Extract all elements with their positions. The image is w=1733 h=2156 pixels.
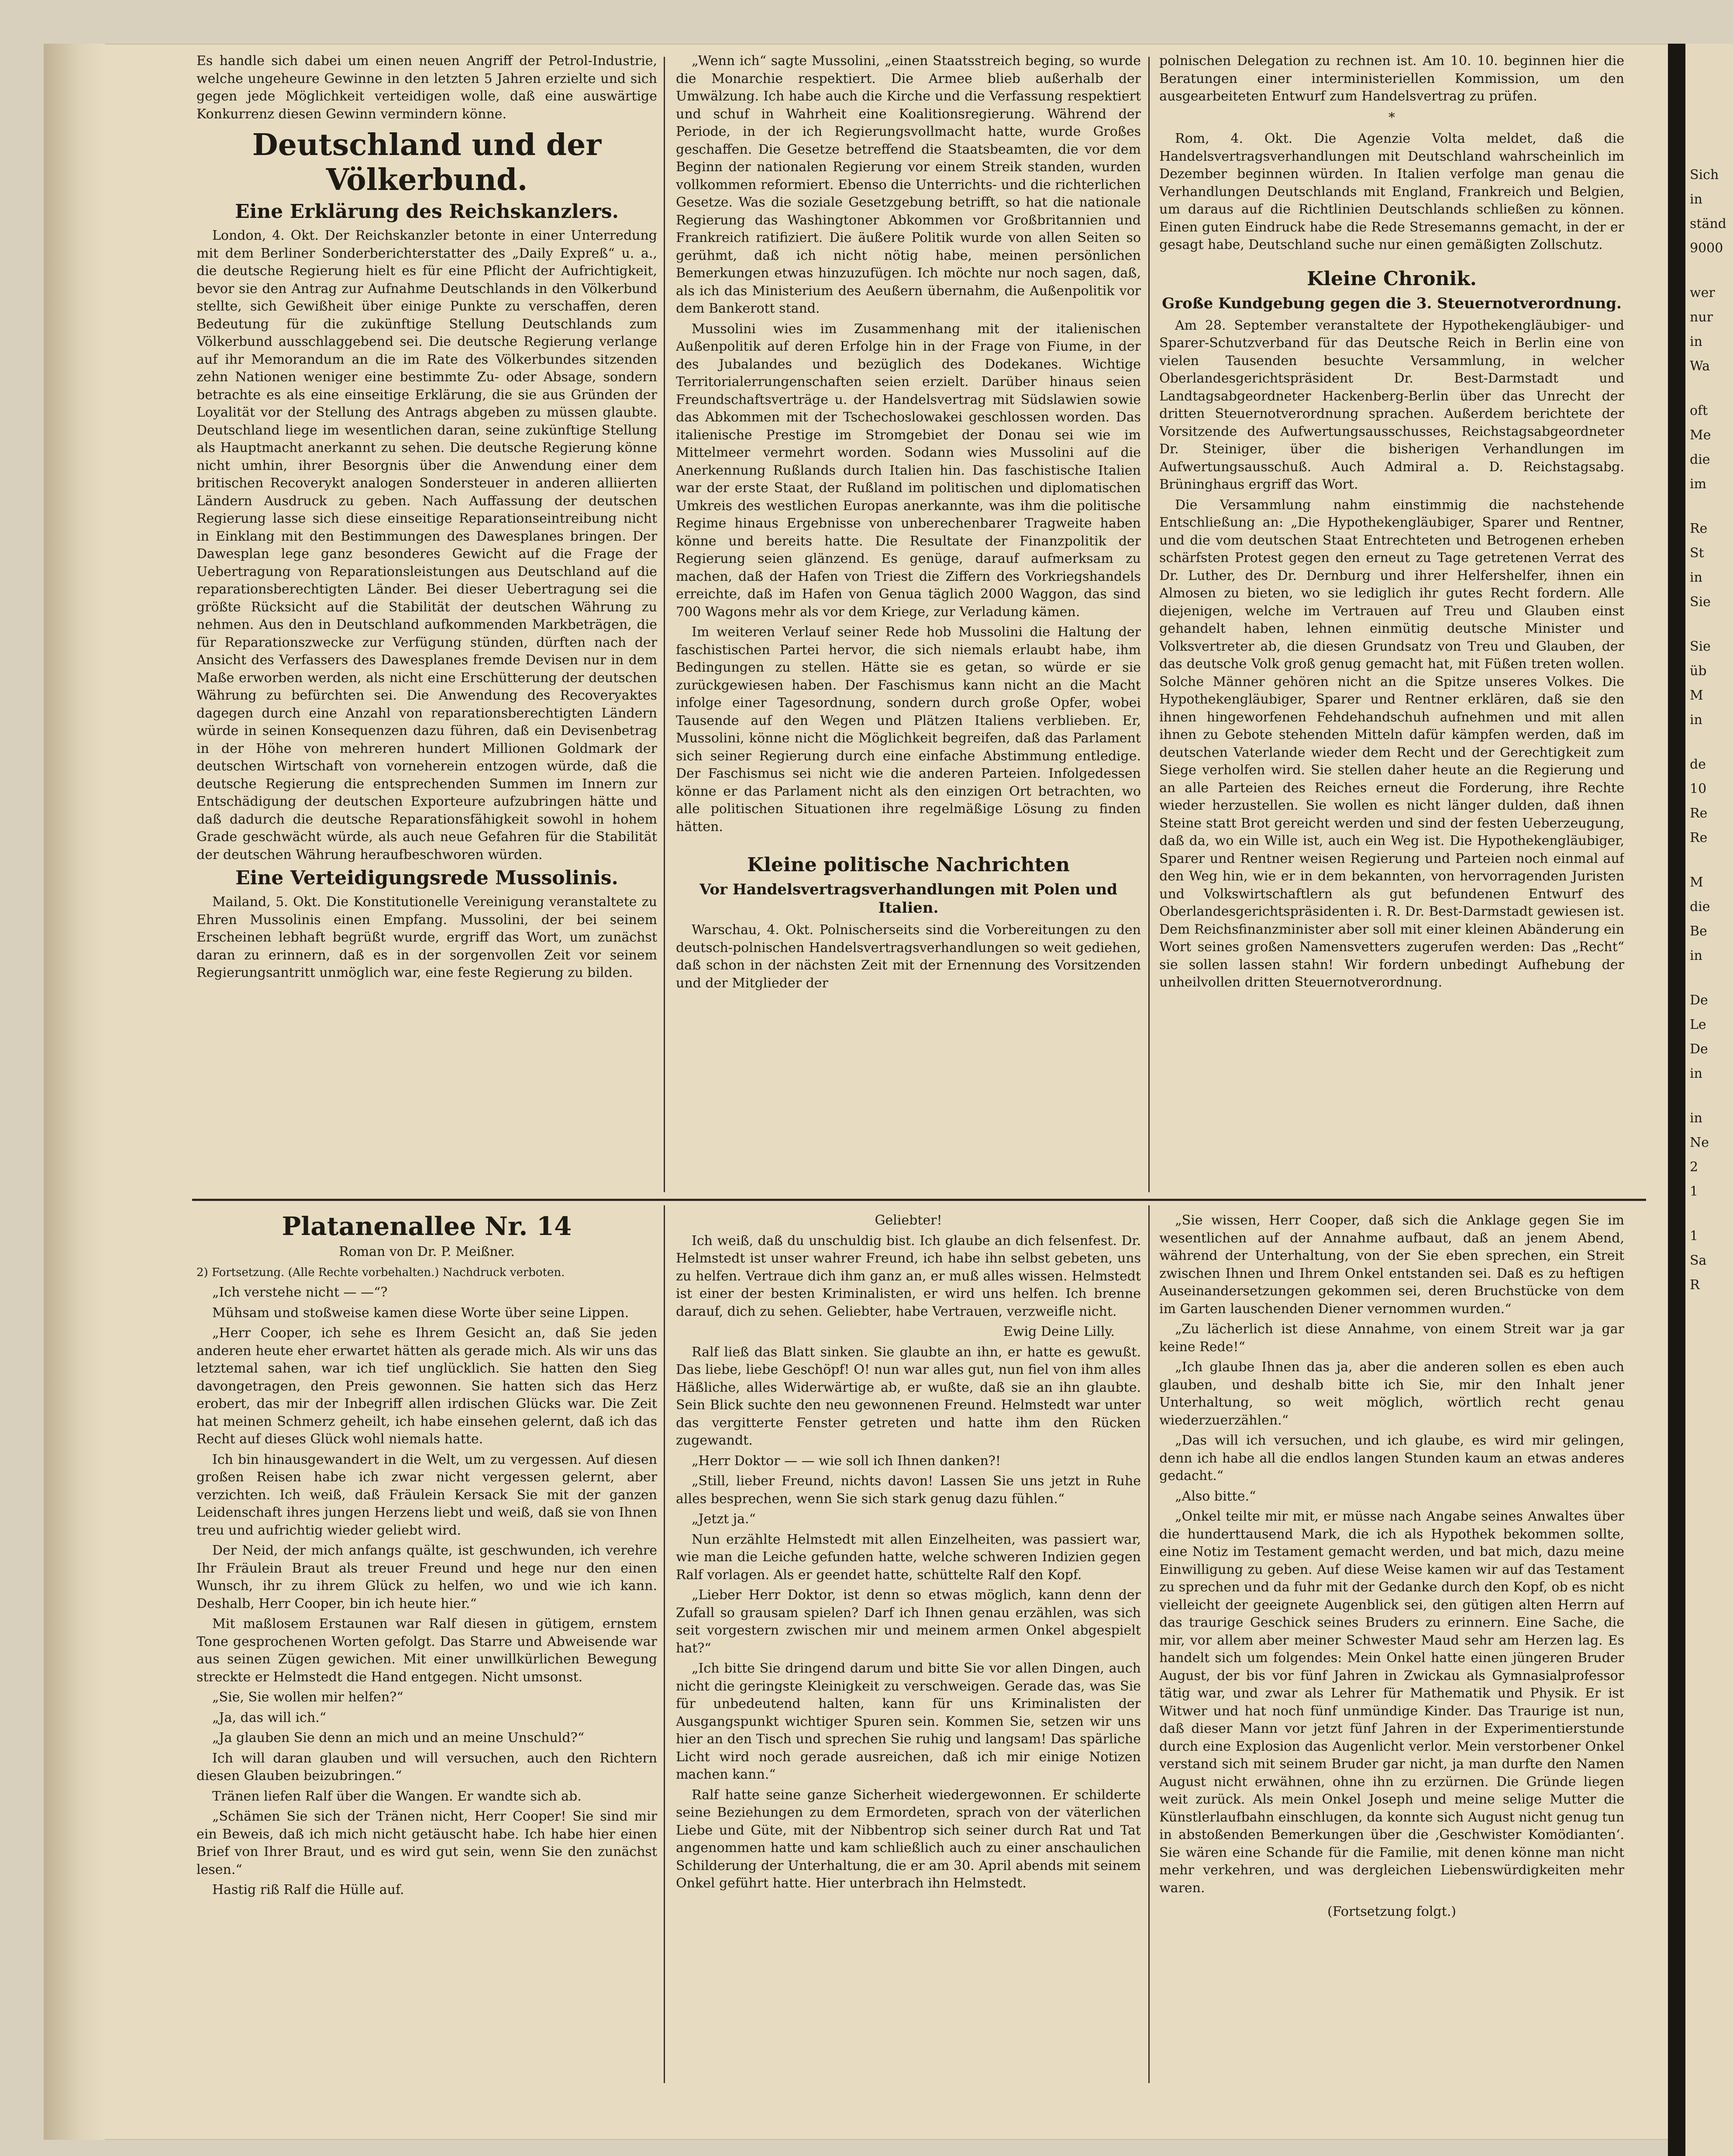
margin-fragment: M [1690, 688, 1703, 703]
serial-paragraph: „Sie wissen, Herr Cooper, daß sich die Anklage gegen Sie im wesentlichen auf der Annahme aufbaut, daß an jenem Abend, während der Unterhaltung, von der Sie eben sprechen, ein Streit zwischen Ihnen und Ihrem Onkel entstanden sei. Daß es zu heftigen Auseinandersetzungen gekommen sei, deren Bruchstücke von dem im Garten lauschenden Diener vernommen wurden.“ [1159, 1213, 1624, 1317]
column-1 [196, 52, 657, 1192]
letter-signature: Ewig Deine Lilly. [1003, 1324, 1115, 1339]
margin-fragment: in [1690, 1066, 1702, 1081]
column-rule [664, 57, 665, 1192]
serial-paragraph: „Jetzt ja.“ [692, 1511, 756, 1527]
serial-paragraph: Ich will daran glauben und will versuchen, auch den Richtern diesen Glauben beizubringen.“ [196, 1750, 657, 1783]
margin-fragment: in [1690, 192, 1702, 207]
serial-paragraph: „Ich bitte Sie dringend darum und bitte Sie vor allen Dingen, auch nicht die geringste Kleinigkeit zu verschweigen. Gerade das, was Sie für unbedeutend halten, kann für uns Kriminalisten der Ausgangspunkt wichtiger Spuren sein. Kommen Sie, setzen wir uns hier an den Tisch und sprechen Sie ruhig und langsam! Das spärliche Licht wird noch gerade ausreichen, daß ich mir einige Notizen machen kann.“ [676, 1661, 1141, 1782]
serial-paragraph: „Schämen Sie sich der Tränen nicht, Herr Cooper! Sie sind mir ein Beweis, daß ich mich nicht getäuscht habe. Ich habe hier einen Brief von Ihrer Braut, und es wird gut sein, wenn Sie den zunächst lesen.“ [196, 1809, 657, 1877]
margin-fragment: 10 [1690, 781, 1707, 797]
serial-title: Platanenallee Nr. 14 [282, 1212, 572, 1241]
margin-fragment: Re [1690, 521, 1708, 536]
serial-notice: 2) Fortsetzung. (Alle Rechte vorbehalten.) Nachdruck verboten. [196, 1266, 565, 1279]
margin-fragment: in [1690, 948, 1702, 963]
serial-column-2 [676, 1212, 1141, 2085]
margin-fragment: üb [1690, 663, 1707, 679]
margin-fragment: 9000 [1690, 241, 1723, 256]
margin-fragment: Be [1690, 924, 1707, 939]
article-heading: Deutschland und der Völkerbund. [252, 128, 602, 197]
serial-paragraph: „Still, lieber Freund, nichts davon! Lassen Sie uns jetzt in Ruhe alles besprechen, wenn Sie sich stark genug dazu fühlen.“ [676, 1473, 1141, 1507]
margin-fragment: nur [1690, 310, 1713, 325]
margin-fragment: in [1690, 570, 1702, 585]
serial-paragraph: „Das will ich versuchen, und ich glaube, es wird mir gelingen, denn ich habe all die endlos langen Stunden kaum an etwas anderes gedacht.“ [1159, 1433, 1624, 1483]
article-heading: Kleine Chronik. [1306, 267, 1477, 290]
article-paragraph: Mailand, 5. Okt. Die Konstitutionelle Vereinigung veranstaltete zu Ehren Mussolinis einen Empfang. Mussolini, der bei seinem Erscheinen lebhaft begrüßt wurde, ergriff das Wort, um zunächst daran zu erinnern, daß es in der sorgenvollen Zeit vor seinem Regierungsantritt unmöglich war, eine feste Regierung zu bilden. [196, 894, 657, 980]
article-paragraph: Mussolini wies im Zusammenhang mit der italienischen Außenpolitik auf deren Erfolge hin in der Frage von Fiume, in der des Jubalandes und bezüglich des Dodekanes. Wichtige Territorialerrungenschaften seien erzielt. Darüber hinaus seien Freundschaftsverträge u. der Handelsvertrag mit Südslawien sowie das Abkommen mit der Tschechoslowakei geschlossen worden. Das italienische Prestige im Stromgebiet der Donau sei wie im Mittelmeer vermehrt worden. Sodann wies Mussolini auf die Anerkennung Rußlands durch Italien hin. Das faschistische Italien war der erste Staat, der Rußland im politischen und diplomatischen Umkreis des westlichen Europas anerkannte, was ihm die politische Regime hinaus Ergebnisse von unberechenbarer Tragweite haben könne und bereits hatte. Die Resultate der Finanzpolitik der Regierung seien glänzend. Es genüge, darauf aufmerksam zu machen, daß der Hafen von Triest die Ziffern des Vorkriegshandels erreichte, daß im Hafen von Genua täglich 2000 Waggon, das sind 700 Wagons mehr als vor dem Kriege, zur Verladung kämen. [676, 321, 1141, 620]
article-subheading: Eine Erklärung des Reichskanzlers. [235, 200, 619, 223]
margin-fragment: Sie [1690, 594, 1711, 610]
margin-fragment: St [1690, 545, 1704, 561]
serial-paragraph: Der Neid, der mich anfangs quälte, ist geschwunden, ich verehre Ihr Fräulein Braut als treuer Freund und hege nur den einen Wunsch, ihr zu ihrem Glück zu helfen, wo und wie ich kann. Deshalb, Herr Cooper, bin ich heute hier.“ [196, 1543, 657, 1611]
serial-paragraph: „Ja, das will ich.“ [212, 1710, 327, 1725]
continued-notice: (Fortsetzung folgt.) [1327, 1904, 1456, 1919]
margin-fragment: 2 [1690, 1159, 1699, 1175]
article-paragraph: Am 28. September veranstaltete der Hypothekengläubiger- und Sparer-Schutzverband für das Deutsche Reich in Berlin eine von vielen Tausenden besuchte Versammlung, in welcher Oberlandesgerichtspräsident Dr. Best-Darmstadt und Landtagsabgeordneter Hackenberg-Berlin über das Unrecht der dritten Steuernotverordnung sprachen. Außerdem berichtete der Vorsitzende des Aufwertungsausschusses, Reichstagsabgeordneter Dr. Steiniger, über die bisherigen Verhandlungen im Aufwertungsausschuß. Auch Admiral a. D. Reichstagsabg. Brüninghaus ergriff das Wort. [1159, 317, 1624, 492]
serial-column-1 [196, 1212, 657, 2085]
article-heading: Kleine politische Nachrichten [747, 854, 1070, 876]
serial-paragraph: „Herr Cooper, ich sehe es Ihrem Gesicht an, daß Sie jeden anderen heute eher erwartet hätten als gerade mich. Als wir uns das letztemal sahen, war ich tief unglücklich. Sie hatten den Sieg davongetragen, den Preis gewonnen. Sie hatten sich das Herz erobert, das mir der Inbegriff allen irdischen Glücks war. Die Zeit hat meinen Schmerz geheilt, ich habe einsehen gelernt, daß ich das Recht auf dieses Glück wohl niemals hatte. [196, 1325, 657, 1447]
serial-paragraph: „Onkel teilte mir mit, er müsse nach Angabe seines Anwaltes über die hunderttausend Mark, die ich als Hypothek bekommen sollte, eine Notiz im Testament gemacht werden, und bat mich, dazu meine Einwilligung zu geben. Auf diese Weise kamen wir auf das Testament zu sprechen und da fuhr mit der Gedanke durch den Kopf, ob es nicht vielleicht der geeignete Augenblick sei, den gütigen alten Herrn auf das traurige Geschick seines Bruders zu erinnern. Eine Sache, die mir, vor allem aber meiner Schwester Maud sehr am Herzen lag. Es handelt sich um folgendes: Mein Onkel hatte einen jüngeren Bruder August, der bis vor fünf Jahren in Zwickau als Gymnasialprofessor tätig war, und zwar als Lehrer für Mathematik und Physik. Er ist Witwer und hat noch fünf unmündige Kinder. Das Traurige ist nun, daß dieser Mann vor jetzt fünf Jahren in der Experimentierstunde durch eine Explosion das Augenlicht verlor. Mein verstorbener Onkel verstand sich mit seinem Bruder gar nicht, ja man durfte den Namen August nicht erwähnen, ohne ihn zu erzürnen. Die Gründe liegen weit zurück. Als mein Onkel Joseph und meine selige Mutter die Künstlerlaufbahn einschlugen, da konnte sich August nicht genug tun in abstoßenden Bemerkungen über die ‚Geschwister Komödianten‘. Sie wären eine Schande für die Familie, mit denen könne man nicht mehr verkehren, und was dergleichen Liebenswürdigkeiten mehr waren. [1159, 1509, 1624, 1896]
margin-fragment: im [1690, 476, 1707, 492]
next-page-fragments [1690, 166, 1731, 1300]
column-rule [664, 1205, 665, 2083]
article-paragraph: Im weiteren Verlauf seiner Rede hob Mussolini die Haltung der faschistischen Partei hervor, die sich niemals erlaubt habe, ihm Bedingungen zu stellen. Hätte sie es getan, so würde er sie zurückgewiesen haben. Der Faschismus kann nicht an die Macht infolge einer Tagesordnung, sondern durch große Opfer, wobei Tausende auf den Wegen und Plätzen Italiens verblieben. Er, Mussolini, könne nicht die Möglichkeit begreifen, daß das Parlament sich seiner Regierung durch eine einfache Abstimmung entledige. Der Faschismus sei nicht wie die anderen Parteien. Infolgedessen könne er das Parlament nicht als den einzigen Ort betrachten, wo alle politischen Situationen ihre regelmäßige Lösung zu finden hätten. [676, 624, 1141, 835]
serial-column-3 [1159, 1212, 1624, 2085]
margin-fragment: Re [1690, 830, 1708, 845]
margin-fragment: Wa [1690, 359, 1710, 374]
letter-salutation: Geliebter! [875, 1213, 942, 1228]
margin-fragment: R [1690, 1277, 1700, 1293]
serial-paragraph: Ich bin hinausgewandert in die Welt, um zu vergessen. Auf diesen großen Reisen habe ich zwar nicht vergessen gelernt, aber verzichten. Ich weiß, daß Fräulein Kersack Sie mit der ganzen Leidenschaft ihres jungen Herzens liebt und weiß, daß sie von Ihnen treu und aufrichtig wieder geliebt wird. [196, 1452, 657, 1538]
margin-fragment: M [1690, 875, 1703, 890]
column-rule [1148, 1205, 1150, 2083]
article-heading: Eine Verteidigungsrede Mussolinis. [235, 867, 618, 889]
serial-paragraph: „Herr Doktor — — wie soll ich Ihnen danken?! [692, 1453, 1001, 1469]
margin-fragment: in [1690, 712, 1702, 728]
serial-paragraph: Mit maßlosem Erstaunen war Ralf diesen in gütigem, ernstem Tone gesprochenen Worten gefolgt. Das Starre und Abweisende war aus seinen Zügen gewichen. Mit einer unwillkürlichen Bewegung streckte er Helmstedt die Hand entgegen. Nicht umsonst. [196, 1616, 657, 1685]
page-binding-shadow [44, 44, 105, 2140]
article-paragraph: Rom, 4. Okt. Die Agenzie Volta meldet, daß die Handelsvertragsverhandlungen mit Deutschland wahrscheinlich im Dezember beginnen würden. In Italien verfolge man genau die Verhandlungen Deutschlands mit England, Frankreich und Belgien, um daraus auf die Richtlinien Deutschlands schließen zu können. Einen guten Eindruck habe die Rede Stresemanns gemacht, in der er gesagt habe, Deutschland suche nur einen gemäßigten Zollschutz. [1159, 131, 1624, 252]
serial-byline: Roman von Dr. P. Meißner. [339, 1244, 515, 1259]
serial-paragraph: „Lieber Herr Doktor, ist denn so etwas möglich, kann denn der Zufall so grausam spielen? Darf ich Ihnen genau erzählen, was sich seit vorgestern zwischen mir und meinem armen Onkel abgespielt hat?“ [676, 1587, 1141, 1656]
margin-fragment: Sie [1690, 639, 1711, 654]
margin-fragment: De [1690, 993, 1708, 1008]
margin-fragment: die [1690, 899, 1710, 914]
margin-fragment: De [1690, 1042, 1708, 1057]
serial-paragraph: „Ich glaube Ihnen das ja, aber die anderen sollen es eben auch glauben, und deshalb bitte ich Sie, mir den Inhalt jener Unterhaltung, so weit möglich, wörtlich recht genau wiederzuerzählen.“ [1159, 1359, 1624, 1428]
article-paragraph: London, 4. Okt. Der Reichskanzler betonte in einer Unterredung mit dem Berliner Sonderberichterstatter des „Daily Expreß“ u. a., die deutsche Regierung hielt es für eine Pflicht der Aufrichtigkeit, bevor sie den Antrag zur Aufnahme Deutschlands in den Völkerbund stellte, sich Gewißheit über einige Punkte zu verschaffen, deren Bedeutung für die zukünftige Stellung Deutschlands zum Völkerbund ausschlaggebend sei. Die deutsche Regierung verlange auf ihr Memorandum an die im Rate des Völkerbundes sitzenden zehn Nationen weniger eine bestimmte Zu- oder Absage, sondern betrachte es als eine einseitige Erklärung, die sie aus Gründen der Loyalität vor der Stellung des Antrags abgeben zu müssen glaubte. Deutschland liege im wesentlichen daran, seine zukünftige Stellung als Hauptmacht anerkannt zu sehen. Die deutsche Regierung könne nicht umhin, ihrer Besorgnis über die Anwendung einer dem britischen Recoverykt analogen Sondersteuer in anderen alliierten Ländern Ausdruck zu geben. Nach Auffassung der deutschen Regierung lasse sich diese einseitige Reparationseintreibung nicht in Einklang mit den Bestimmungen des Dawesplanes bringen. Der Dawesplan lege ganz besonderes Gewicht auf die Frage der Uebertragung von Reparationsleistungen aus Deutschland auf die reparationsberechtigten Länder. Bei dieser Uebertragung sei die größte Rücksicht auf die Stabilität der deutschen Währung zu nehmen. Aus den in Deutschland aufkommenden Markbeträgen, die für Reparationszwecke zur Verfügung stünden, dürften nach der Ansicht des Verfassers des Dawesplanes fremde Devisen nur in dem Maße erworben werden, als nicht eine Erschütterung der deutschen Währung zu befürchten sei. Die Anwendung des Recoveryaktes dagegen durch eine Anzahl von reparationsberechtigten Ländern würde in seinen Konsequenzen dazu führen, daß ein Devisenbetrag in der Höhe von mehreren hundert Millionen Goldmark der deutschen Wirtschaft von vorneherein entzogen würde, daß die deutsche Regierung die entsprechenden Summen im Innern zur Entschädigung der deutschen Exporteure aufzubringen hätte und daß dadurch die deutsche Reparationsfähigkeit sowohl in hohem Grade geschwächt würde, als auch neue Gefahren für die Stabilität der deutschen Währung heraufbeschworen würden. [196, 228, 657, 862]
article-paragraph: Die Versammlung nahm einstimmig die nachstehende Entschließung an: „Die Hypothekengläubiger, Sparer und Rentner, und die vom deutschen Staat Entrechteten und Betrogenen erheben schärfsten Protest gegen den erneut zu Tage getretenen Verrat des Dr. Luther, des Dr. Dernburg und ihrer Helfershelfer, ihnen ein Almosen zu bieten, wo sie lediglich ihr gutes Recht fordern. Alle diejenigen, welche im Vertrauen auf Treu und Glauben einst gehandelt haben, lehnen einmütig deutsche Minister und Volksvertreter ab, die diesen Grundsatz von Treu und Glauben, der das deutsche Volk groß genug gemacht hat, mit Füßen treten wollen. Solche Männer gehören nicht an die Spitze unseres Volkes. Die Hypothekengläubiger, Sparer und Rentner erklären, daß sie den ihnen hingeworfenen Fehdehandschuh aufnehmen und mit allen ihnen zu Gebote stehenden Mitteln dafür kämpfen werden, daß im deutschen Vaterlande wieder dem Recht und der Gerechtigkeit zum Siege verholfen wird. Sie stellen daher heute an die Regierung und an alle Parteien des Reiches erneut die Forderung, ihre Rechte wieder herzustellen. Sie wollen es nicht länger dulden, daß ihnen Steine statt Brot gereicht werden und sind der festen Ueberzeugung, daß da, wo ein Wille ist, auch ein Weg ist. Die Hypothekengläubiger, Sparer und Rentner weisen Regierung und Parteien noch einmal auf den Weg hin, wie er in dem bekannten, von hervorragenden Juristen und Volkswirtschaftlern als gut befundenen Entwurf des Oberlandesgerichtspräsidenten i. R. Dr. Best-Darmstadt gewiesen ist. Dem Reichsfinanzminister aber soll mit einer kleinen Abänderung ein Wort seines großen Namensvetters zugerufen werden: Das „Recht“ sie sollen lassen stahn! Wir fordern unbedingt Aufhebung der unheilvollen dritten Steuernotverordnung. [1159, 497, 1624, 990]
serial-paragraph: „Zu lächerlich ist diese Annahme, von einem Streit war ja gar keine Rede!“ [1159, 1321, 1624, 1355]
margin-fragment: Le [1690, 1017, 1706, 1032]
serial-paragraph: „Ja glauben Sie denn an mich und an meine Unschuld?“ [212, 1730, 585, 1745]
separator-star: * [1388, 110, 1395, 125]
letter-body: Ich weiß, daß du unschuldig bist. Ich glaube an dich felsenfest. Dr. Helmstedt ist unser wahrer Freund, ich habe ihn selbst gebeten, uns zu helfen. Vertraue dich ihm ganz an, er muß alles wissen. Helmstedt ist einer der besten Kriminalisten, er wird uns helfen. Ich brenne darauf, dich zu sehen. Geliebter, habe Vertrauen, verzweifle nicht. [676, 1233, 1141, 1319]
margin-fragment: Re [1690, 806, 1708, 821]
margin-fragment: de [1690, 757, 1706, 772]
article-subheading: Große Kundgebung gegen die 3. Steuernotverordnung. [1162, 294, 1622, 312]
column-2 [676, 52, 1141, 1192]
serial-paragraph: Tränen liefen Ralf über die Wangen. Er wandte sich ab. [212, 1788, 582, 1804]
article-fragment: Es handle sich dabei um einen neuen Angriff der Petrol-Industrie, welche ungeheure Gewinne in den letzten 5 Jahren erzielte und sich gegen jede Möglichkeit verteidigen wolle, daß eine auswärtige Konkurrenz diesen Gewinn vermindern könne. [196, 53, 657, 122]
section-rule [192, 1199, 1646, 1201]
margin-fragment: in [1690, 334, 1702, 349]
serial-paragraph: Hastig riß Ralf die Hülle auf. [212, 1882, 404, 1897]
article-paragraph: polnischen Delegation zu rechnen ist. Am 10. 10. beginnen hier die Beratungen einer interministeriellen Kommission, um den ausgearbeiteten Entwurf zum Handelsvertrag zu prüfen. [1159, 53, 1624, 104]
article-subheading: Vor Handelsvertragsverhandlungen mit Polen und Italien. [699, 881, 1117, 917]
column-rule [1148, 57, 1150, 1192]
margin-fragment: ständ [1690, 216, 1726, 231]
article-paragraph: Warschau, 4. Okt. Polnischerseits sind die Vorbereitungen zu den deutsch-polnischen Handelsvertragsverhandlungen so weit gediehen, daß schon in der nächsten Zeit mit der Ernennung des Vorsitzenden und der Mitglieder der [676, 922, 1141, 991]
serial-paragraph: „Sie, Sie wollen mir helfen?“ [212, 1690, 403, 1705]
margin-fragment: Me [1690, 428, 1711, 443]
article-paragraph: „Wenn ich“ sagte Mussolini, „einen Staatsstreich beging, so wurde die Monarchie respektiert. Die Armee blieb außerhalb der Umwälzung. Ich habe auch die Kirche und die Verfassung respektiert und schuf in Wahrheit eine Koalitionsregierung. Während der Periode, in der ich Regierungsvollmacht hatte, wurde Großes geschaffen. Die Gesetze betreffend die Staatsbeamten, die vor dem Beginn der nationalen Regierung vor einem Streik standen, wurden vollkommen reformiert. Ebenso die Unterrichts- und die richterlichen Gesetze. Was die soziale Gesetzgebung betrifft, so hat die nationale Regierung das Washingtoner Abkommen vor Großbritannien und Frankreich ratifiziert. Die äußere Politik wurde von allen Seiten so gerühmt, daß ich nicht nötig habe, meinen persönlichen Bemerkungen etwas hinzuzufügen. Ich möchte nur noch sagen, daß, als ich das Ministerium des Aeußern übernahm, die Außenpolitik vor dem Bankerott stand. [676, 53, 1141, 316]
margin-fragment: Ne [1690, 1135, 1709, 1150]
serial-paragraph: „Ich verstehe nicht — —“? [212, 1285, 388, 1300]
serial-paragraph: „Also bitte.“ [1175, 1488, 1256, 1504]
margin-fragment: oft [1690, 403, 1708, 418]
margin-fragment: 1 [1690, 1228, 1699, 1244]
margin-fragment: Sa [1690, 1253, 1707, 1268]
margin-fragment: wer [1690, 285, 1715, 300]
column-3 [1159, 52, 1624, 1192]
serial-paragraph: Ralf ließ das Blatt sinken. Sie glaubte an ihn, er hatte es gewußt. Das liebe, liebe Geschöpf! O! nun war alles gut, nun fiel von ihm alles Häßliche, alles Widerwärtige ab, er wußte, daß sie an ihn glaubte. Sein Blick suchte den neu gewonnenen Freund. Helmstedt war unter das vergitterte Fenster getreten und hatte ihm den Rücken zugewandt. [676, 1344, 1141, 1448]
margin-fragment: Sich [1690, 167, 1719, 183]
margin-fragment: in [1690, 1111, 1702, 1126]
margin-fragment: 1 [1690, 1184, 1699, 1199]
serial-paragraph: Nun erzählte Helmstedt mit allen Einzelheiten, was passiert war, wie man die Leiche gefunden hatte, welche schweren Indizien gegen Ralf vorlagen. Als er geendet hatte, schüttelte Ralf den Kopf. [676, 1532, 1141, 1583]
serial-paragraph: Ralf hatte seine ganze Sicherheit wiedergewonnen. Er schilderte seine Beziehungen zu dem Ermordeten, sprach von der väterlichen Liebe und Güte, mit der Nibbentrop sich seiner durch Rat und Tat angenommen hatte und kam schließlich auch zu einer anschaulichen Schilderung der Unterhaltung, die er am 30. April abends mit seinem Onkel geführt hatte. Hier unterbrach ihn Helmstedt. [676, 1787, 1141, 1891]
serial-paragraph: Mühsam und stoßweise kamen diese Worte über seine Lippen. [212, 1305, 629, 1321]
margin-fragment: die [1690, 452, 1710, 467]
